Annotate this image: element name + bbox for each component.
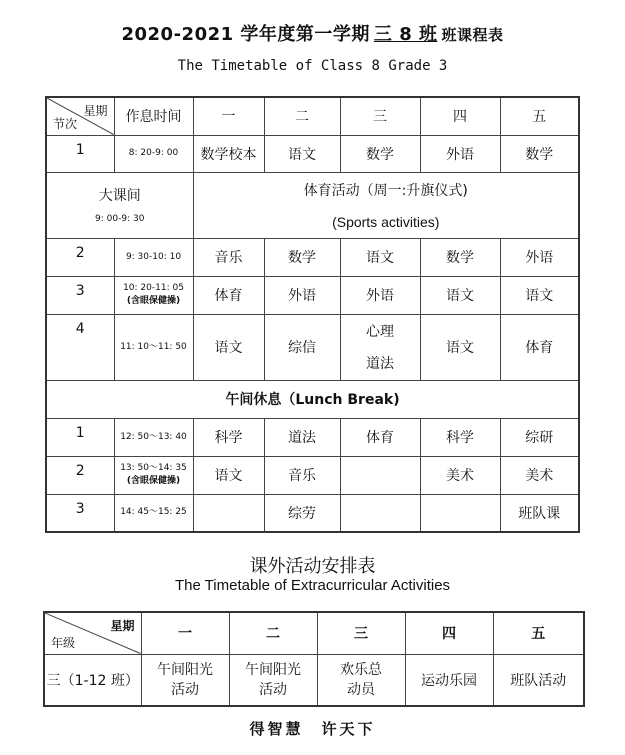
activity-line: 午间阳光 (157, 661, 213, 678)
extracurricular-table (43, 611, 585, 707)
subject-cell: 语文 (500, 276, 579, 314)
corner-weekday: 星期 (110, 619, 135, 633)
period-time: 14: 45～15: 25 (114, 494, 193, 532)
subject-cell: 语文 (193, 456, 264, 494)
subject-cell: 道法 (264, 418, 340, 456)
subject-cell: 外语 (420, 135, 500, 172)
break-activity: 体育活动（周一:升旗仪式) (303, 183, 468, 199)
page-subtitle: The Timetable of Class 8 Grade 3 (177, 58, 448, 74)
break-activity-cell (193, 172, 579, 238)
period-time: 8: 20-9: 00 (114, 135, 193, 172)
period-number: 2 (46, 456, 114, 494)
subject-cell: 科学 (420, 418, 500, 456)
corner-cell (44, 612, 141, 654)
activity-line: 午间阳光 (245, 661, 301, 678)
grade-label: 三（1-12 班） (44, 654, 141, 706)
period-row (46, 456, 579, 494)
title-suffix: 班课程表 (441, 26, 504, 44)
subject-cell: 数学 (340, 135, 420, 172)
break-activity-en: (Sports activities) (332, 214, 440, 230)
period-number: 4 (46, 314, 114, 380)
activity-cell (141, 654, 229, 706)
activity-line: 欢乐总 (340, 661, 382, 678)
period-number: 3 (46, 276, 114, 314)
day-header: 四 (420, 97, 500, 135)
period-row (46, 238, 579, 276)
eye-exercise-note: (含眼保健操) (126, 296, 181, 306)
subject-cell: 体育 (193, 276, 264, 314)
title-class: 三 8 班 (373, 24, 438, 45)
subject-cell: 语文 (264, 135, 340, 172)
subject-cell: 体育 (340, 418, 420, 456)
period-number: 2 (46, 238, 114, 276)
period-time-cell (114, 276, 193, 314)
period-row (46, 314, 579, 380)
subject-cell (340, 456, 420, 494)
corner-grade: 年级 (51, 635, 76, 650)
subject-line: 道法 (366, 356, 394, 372)
subject-cell: 音乐 (193, 238, 264, 276)
activity-cell: 运动乐园 (405, 654, 493, 706)
activity-cell (317, 654, 405, 706)
timetable (45, 96, 580, 533)
day-header: 二 (229, 612, 317, 654)
subject-cell: 体育 (500, 314, 579, 380)
subject-cell: 外语 (264, 276, 340, 314)
day-header: 一 (141, 612, 229, 654)
extracurricular-title: 课外活动安排表 (249, 556, 376, 577)
subject-line: 心理 (366, 324, 394, 340)
activity-line: 活动 (259, 681, 287, 698)
break-time: 9: 00-9: 30 (95, 213, 145, 224)
subject-cell: 外语 (500, 238, 579, 276)
activity-cell: 班队活动 (493, 654, 584, 706)
day-header: 三 (340, 97, 420, 135)
subject-cell: 数学校本 (193, 135, 264, 172)
eye-exercise-note: (含眼保健操) (126, 476, 181, 486)
header-row (44, 612, 584, 654)
activity-cell (229, 654, 317, 706)
activity-line: 活动 (171, 681, 199, 698)
period-row (46, 418, 579, 456)
subject-cell: 语文 (340, 238, 420, 276)
time-header: 作息时间 (114, 97, 193, 135)
corner-cell (46, 97, 114, 135)
school-motto: 得智慧 许天下 (249, 720, 376, 738)
subject-cell: 数学 (264, 238, 340, 276)
subject-cell (340, 314, 420, 380)
subject-cell: 综劳 (264, 494, 340, 532)
subject-cell: 科学 (193, 418, 264, 456)
period-time: 12: 50～13: 40 (114, 418, 193, 456)
subject-cell (340, 494, 420, 532)
subject-cell: 语文 (420, 276, 500, 314)
header-row (46, 97, 579, 135)
period-row (46, 276, 579, 314)
lunch-row (46, 380, 579, 418)
day-header: 三 (317, 612, 405, 654)
corner-weekday: 星期 (83, 104, 108, 118)
subject-cell (193, 494, 264, 532)
break-label-cell (46, 172, 193, 238)
break-label: 大课间 (98, 187, 141, 204)
day-header: 四 (405, 612, 493, 654)
period-time: 10: 20-11: 05 (123, 283, 184, 293)
subject-cell: 语文 (420, 314, 500, 380)
period-time: 11: 10～11: 50 (114, 314, 193, 380)
period-number: 3 (46, 494, 114, 532)
day-header: 五 (500, 97, 579, 135)
day-header: 五 (493, 612, 584, 654)
corner-period: 节次 (53, 116, 78, 131)
day-header: 一 (193, 97, 264, 135)
title-term: 2020-2021 学年度第一学期 (121, 24, 370, 45)
subject-cell: 数学 (500, 135, 579, 172)
break-row (46, 172, 579, 238)
period-number: 1 (46, 418, 114, 456)
subject-cell: 综研 (500, 418, 579, 456)
period-time: 9: 30-10: 10 (114, 238, 193, 276)
period-number: 1 (46, 135, 114, 172)
subject-cell: 美术 (500, 456, 579, 494)
period-row (46, 494, 579, 532)
page-title (0, 20, 625, 46)
subject-cell: 外语 (340, 276, 420, 314)
period-time: 13: 50～14: 35 (120, 463, 187, 473)
subject-cell: 数学 (420, 238, 500, 276)
activity-row (44, 654, 584, 706)
period-row (46, 135, 579, 172)
subject-cell (420, 494, 500, 532)
day-header: 二 (264, 97, 340, 135)
subject-cell: 综信 (264, 314, 340, 380)
subject-cell: 音乐 (264, 456, 340, 494)
subject-cell: 美术 (420, 456, 500, 494)
period-time-cell (114, 456, 193, 494)
subject-cell: 班队课 (500, 494, 579, 532)
lunch-break: 午间休息（Lunch Break) (46, 380, 579, 418)
extracurricular-subtitle: The Timetable of Extracurricular Activities (174, 577, 451, 594)
activity-line: 动员 (347, 681, 375, 698)
subject-cell: 语文 (193, 314, 264, 380)
